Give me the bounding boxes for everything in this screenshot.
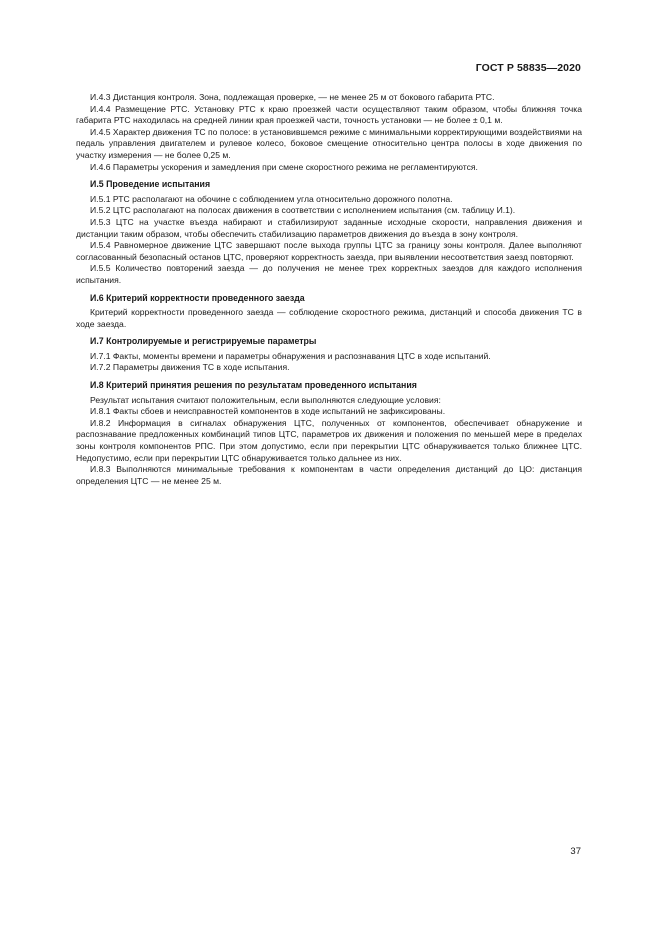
paragraph: И.8.2 Информация в сигналах обнаружения ЦТС, полученных от компонентов, обеспечивает обнаружение и распознавание предложенных комбинаций типов ЦТС, параметров их движения и положения по меньшей мере в пределах зоны контроля компонентов РПС. При этом допустимо, если при перекрытии ЦТС обнаруживается только ближнее ЦТС. Недопустимо, если при перекрытии ЦТС обнаруживается только дальнее из них.	[76, 417, 582, 463]
paragraph: И.7.1 Факты, моменты времени и параметры обнаружения и распознавания ЦТС в ходе испытаний.	[90, 350, 491, 361]
page-number: 37	[570, 846, 581, 857]
paragraph: И.8.1 Факты сбоев и неисправностей компонентов в ходе испытаний не зафиксированы.	[90, 406, 446, 417]
paragraph: И.5.2 ЦТС располагают на полосах движения в соответствии с исполнением испытания (см. таблицу И.1).	[90, 205, 516, 216]
paragraph: Критерий корректности проведенного заезда — соблюдение скоростного режима, дистанций и способа движения ТС в ходе заезда.	[76, 307, 582, 329]
paragraph: И.4.6 Параметры ускорения и замедления при смене скоростного режима не регламентируются.	[90, 161, 478, 172]
document-code: ГОСТ Р 58835—2020	[475, 62, 581, 74]
paragraph: И.5.1 РТС располагают на обочине с соблюдением угла относительно дорожного полотна.	[90, 193, 453, 204]
paragraph: И.4.5 Характер движения ТС по полосе: в установившемся режиме с минимальными корректирующими воздействиями на педаль управления двигателем и рулевое колесо, боковое смещение относительно центра полосы в ходе движения по участку измерения — не более 0,25 м.	[76, 126, 582, 160]
paragraph: И.5.3 ЦТС на участке въезда набирают и стабилизируют заданные исходные скорости, направления движения и дистанции таким образом, чтобы обеспечить стабилизацию параметров движения до въезда в зону контроля.	[76, 216, 582, 239]
paragraph: И.8.3 Выполняются минимальные требования к компонентам в части определения дистанций до ЦО: дистанция определения ЦТС — не менее 25 м.	[76, 464, 582, 486]
section-heading: И.6 Критерий корректности проведенного заезда	[90, 292, 305, 303]
paragraph: И.5.5 Количество повторений заезда — до получения не менее трех корректных заездов для каждого исполнения испытания.	[76, 263, 582, 285]
paragraph: И.5.4 Равномерное движение ЦТС завершают после выхода группы ЦТС за границу зоны контроля. Далее выполняют согласованный безопасный останов ЦТС, проверяют корректность заезда, при выявлении несоответствия заезд повторяют.	[76, 240, 582, 262]
document-body	[76, 92, 582, 487]
section-heading: И.5 Проведение испытания	[90, 179, 211, 190]
paragraph: И.4.4 Размещение РТС. Установку РТС к краю проезжей части осуществляют таким образом, чтобы ближняя точка габарита РТС находилась на средней линии края проезжей части, точность установки — не более ± 0,1 м.	[76, 103, 582, 126]
paragraph: Результат испытания считают положительным, если выполняются следующие условия:	[90, 394, 441, 405]
paragraph: И.4.3 Дистанция контроля. Зона, подлежащая проверке, — не менее 25 м от бокового габарита РТС.	[90, 92, 495, 102]
section-heading: И.7 Контролируемые и регистрируемые параметры	[90, 336, 317, 347]
section-heading: И.8 Критерий принятия решения по результатам проведенного испытания	[90, 380, 417, 391]
paragraph: И.7.2 Параметры движения ТС в ходе испытания.	[90, 362, 290, 373]
